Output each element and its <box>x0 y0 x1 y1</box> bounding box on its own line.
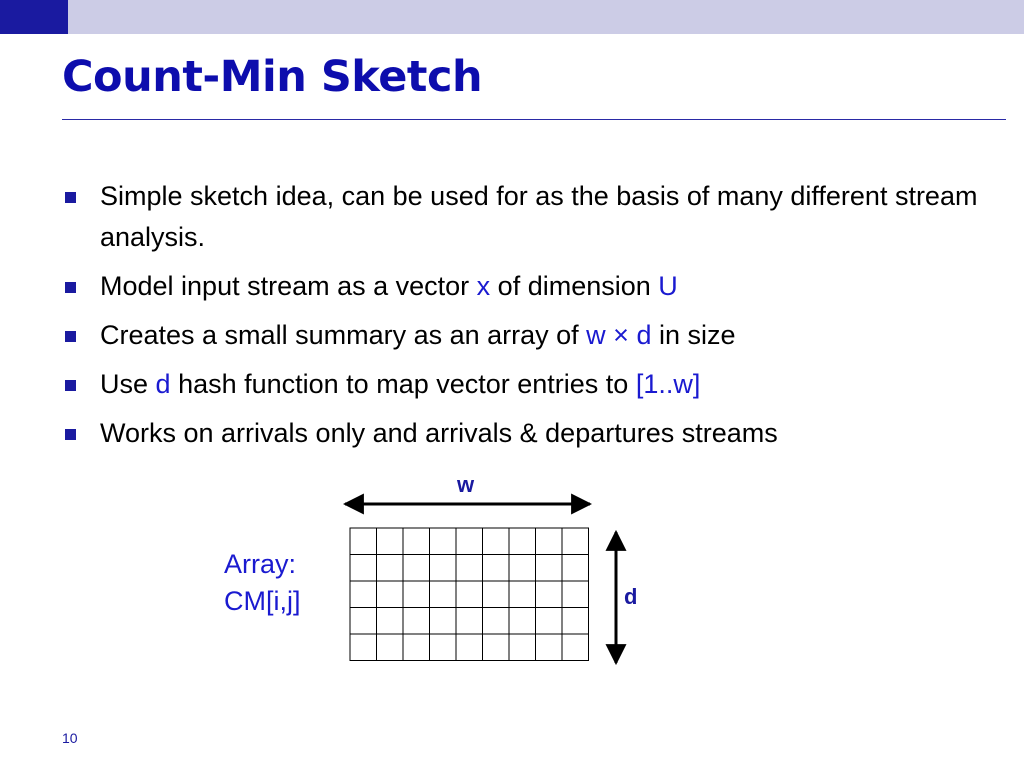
array-cell <box>483 528 510 555</box>
array-cell <box>430 634 457 661</box>
array-cell <box>562 555 589 582</box>
array-cell <box>377 634 404 661</box>
array-cell <box>509 581 536 608</box>
slide-title: Count-Min Sketch <box>62 52 483 102</box>
array-cell <box>403 555 430 582</box>
array-cell <box>430 528 457 555</box>
array-cell <box>430 555 457 582</box>
array-cell <box>456 608 483 635</box>
array-cell <box>509 608 536 635</box>
array-cell <box>403 528 430 555</box>
array-cell <box>562 581 589 608</box>
array-cell <box>536 608 563 635</box>
array-cell <box>483 581 510 608</box>
array-cell <box>350 634 377 661</box>
array-cell <box>456 528 483 555</box>
page-number: 10 <box>62 730 78 746</box>
bullet-text: Use <box>100 369 156 399</box>
bullet-highlight-text: x <box>476 271 491 301</box>
array-cell <box>509 555 536 582</box>
array-cell <box>562 608 589 635</box>
array-cell <box>430 608 457 635</box>
bullet-text: hash function to map vector entries to <box>170 369 636 399</box>
array-cell <box>430 581 457 608</box>
array-cell <box>562 528 589 555</box>
array-cell <box>562 634 589 661</box>
array-cell <box>536 634 563 661</box>
array-cell <box>403 634 430 661</box>
array-cell <box>456 555 483 582</box>
bullet-text: Creates a small summary as an array of <box>100 320 587 350</box>
array-cell <box>509 634 536 661</box>
array-cell <box>350 581 377 608</box>
array-cell <box>536 555 563 582</box>
bullet-text: Simple sketch idea, can be used for as the basis of many different stream analysis. <box>100 181 978 252</box>
array-cell <box>536 581 563 608</box>
array-cell <box>350 608 377 635</box>
bullet-highlight-text: d <box>155 369 171 399</box>
array-grid <box>350 528 589 661</box>
array-cell <box>483 608 510 635</box>
bullet-text: in size <box>651 320 736 350</box>
array-cell <box>377 581 404 608</box>
width-label: w <box>457 472 475 497</box>
bullet-highlight-text: w × d <box>586 320 652 350</box>
array-cell <box>377 528 404 555</box>
array-cell <box>350 555 377 582</box>
array-cell <box>350 528 377 555</box>
array-label-line1: Array: <box>224 549 297 579</box>
array-cell <box>456 634 483 661</box>
depth-label: d <box>624 584 638 609</box>
array-cell <box>483 555 510 582</box>
array-cell <box>509 528 536 555</box>
array-cell <box>377 608 404 635</box>
array-cell <box>403 608 430 635</box>
array-cell <box>456 581 483 608</box>
array-label-line2: CM[i,j] <box>224 586 301 616</box>
bullet-text: Model input stream as a vector <box>100 271 477 301</box>
array-cell <box>403 581 430 608</box>
bullet-highlight-text: [1..w] <box>635 369 701 399</box>
bullet-highlight-text: U <box>658 271 678 301</box>
bullet-text: Works on arrivals only and arrivals & departures streams <box>100 418 778 448</box>
array-cell <box>536 528 563 555</box>
array-cell <box>377 555 404 582</box>
array-cell <box>483 634 510 661</box>
bullet-text: of dimension <box>490 271 659 301</box>
